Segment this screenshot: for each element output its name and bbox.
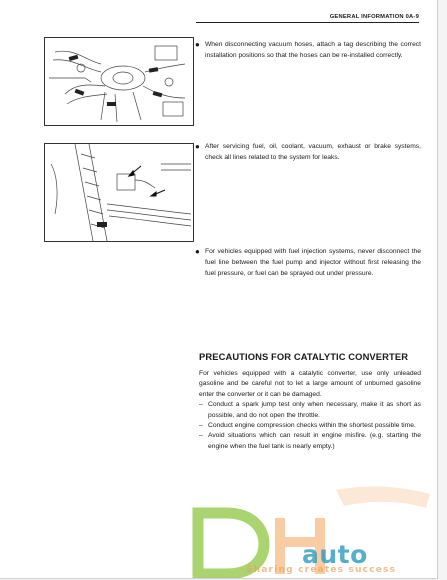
list-item-text: Conduct a spark jump test only when necessary, make it as short as possible, and do not open the throttle. bbox=[208, 401, 421, 419]
header-rule bbox=[196, 22, 419, 23]
vacuum-hose-illustration bbox=[44, 37, 194, 126]
bullet-dot-icon: ● bbox=[195, 142, 200, 151]
bullet-vacuum-hoses bbox=[196, 40, 421, 62]
section-body bbox=[199, 369, 421, 452]
list-item: – Avoid situations which can result in engine misfire. (e.g. starting the engine when the fuel tank is nearly empty.) bbox=[199, 432, 421, 450]
section-intro: For vehicles equipped with a catalytic converter, use only unleaded gasoline and be careful not to let a large amount of unburned gasoline enter the converter or it can be damaged. bbox=[199, 370, 421, 398]
bullet-text: When disconnecting vacuum hoses, attach a tag describing the correct installation positions so that the hoses can be re-installed correctly. bbox=[205, 41, 421, 59]
list-item: – Conduct a spark jump test only when necessary, make it as short as possible, and do not open the throttle. bbox=[199, 401, 421, 419]
page-header: GENERAL INFORMATION 0A-9 bbox=[329, 14, 419, 20]
bullet-fuel-pressure bbox=[196, 247, 421, 279]
bullet-text: After servicing fuel, oil, coolant, vacuum, exhaust or brake systems, check all lines related to the system for leaks. bbox=[205, 143, 421, 161]
section-heading: PRECAUTIONS FOR CATALYTIC CONVERTER bbox=[199, 351, 409, 362]
fuel-line-illustration bbox=[44, 143, 194, 242]
list-item-text: Avoid situations which can result in engine misfire. (e.g. starting the engine when the fuel tank is nearly empty.) bbox=[208, 432, 421, 450]
bullet-leak-check bbox=[196, 142, 421, 164]
list-item: – Conduct engine compression checks within the shortest possible time. bbox=[199, 422, 416, 430]
list-item-text: Conduct engine compression checks within the shortest possible time. bbox=[208, 422, 416, 430]
bullet-dot-icon: ● bbox=[195, 247, 200, 256]
fuel-line-drawing bbox=[45, 144, 193, 241]
watermark-text: auto bbox=[302, 540, 368, 569]
bullet-dot-icon: ● bbox=[195, 40, 200, 49]
bullet-text: For vehicles equipped with fuel injection systems, never disconnect the fuel line between the fuel pump and injector without first releasing the fuel pressure, or fuel can be sprayed out under pressure. bbox=[205, 248, 421, 277]
engine-vacuum-drawing bbox=[45, 38, 193, 125]
watermark-swoosh bbox=[336, 487, 430, 508]
watermark-slogan: Sharing creates success bbox=[246, 565, 397, 575]
